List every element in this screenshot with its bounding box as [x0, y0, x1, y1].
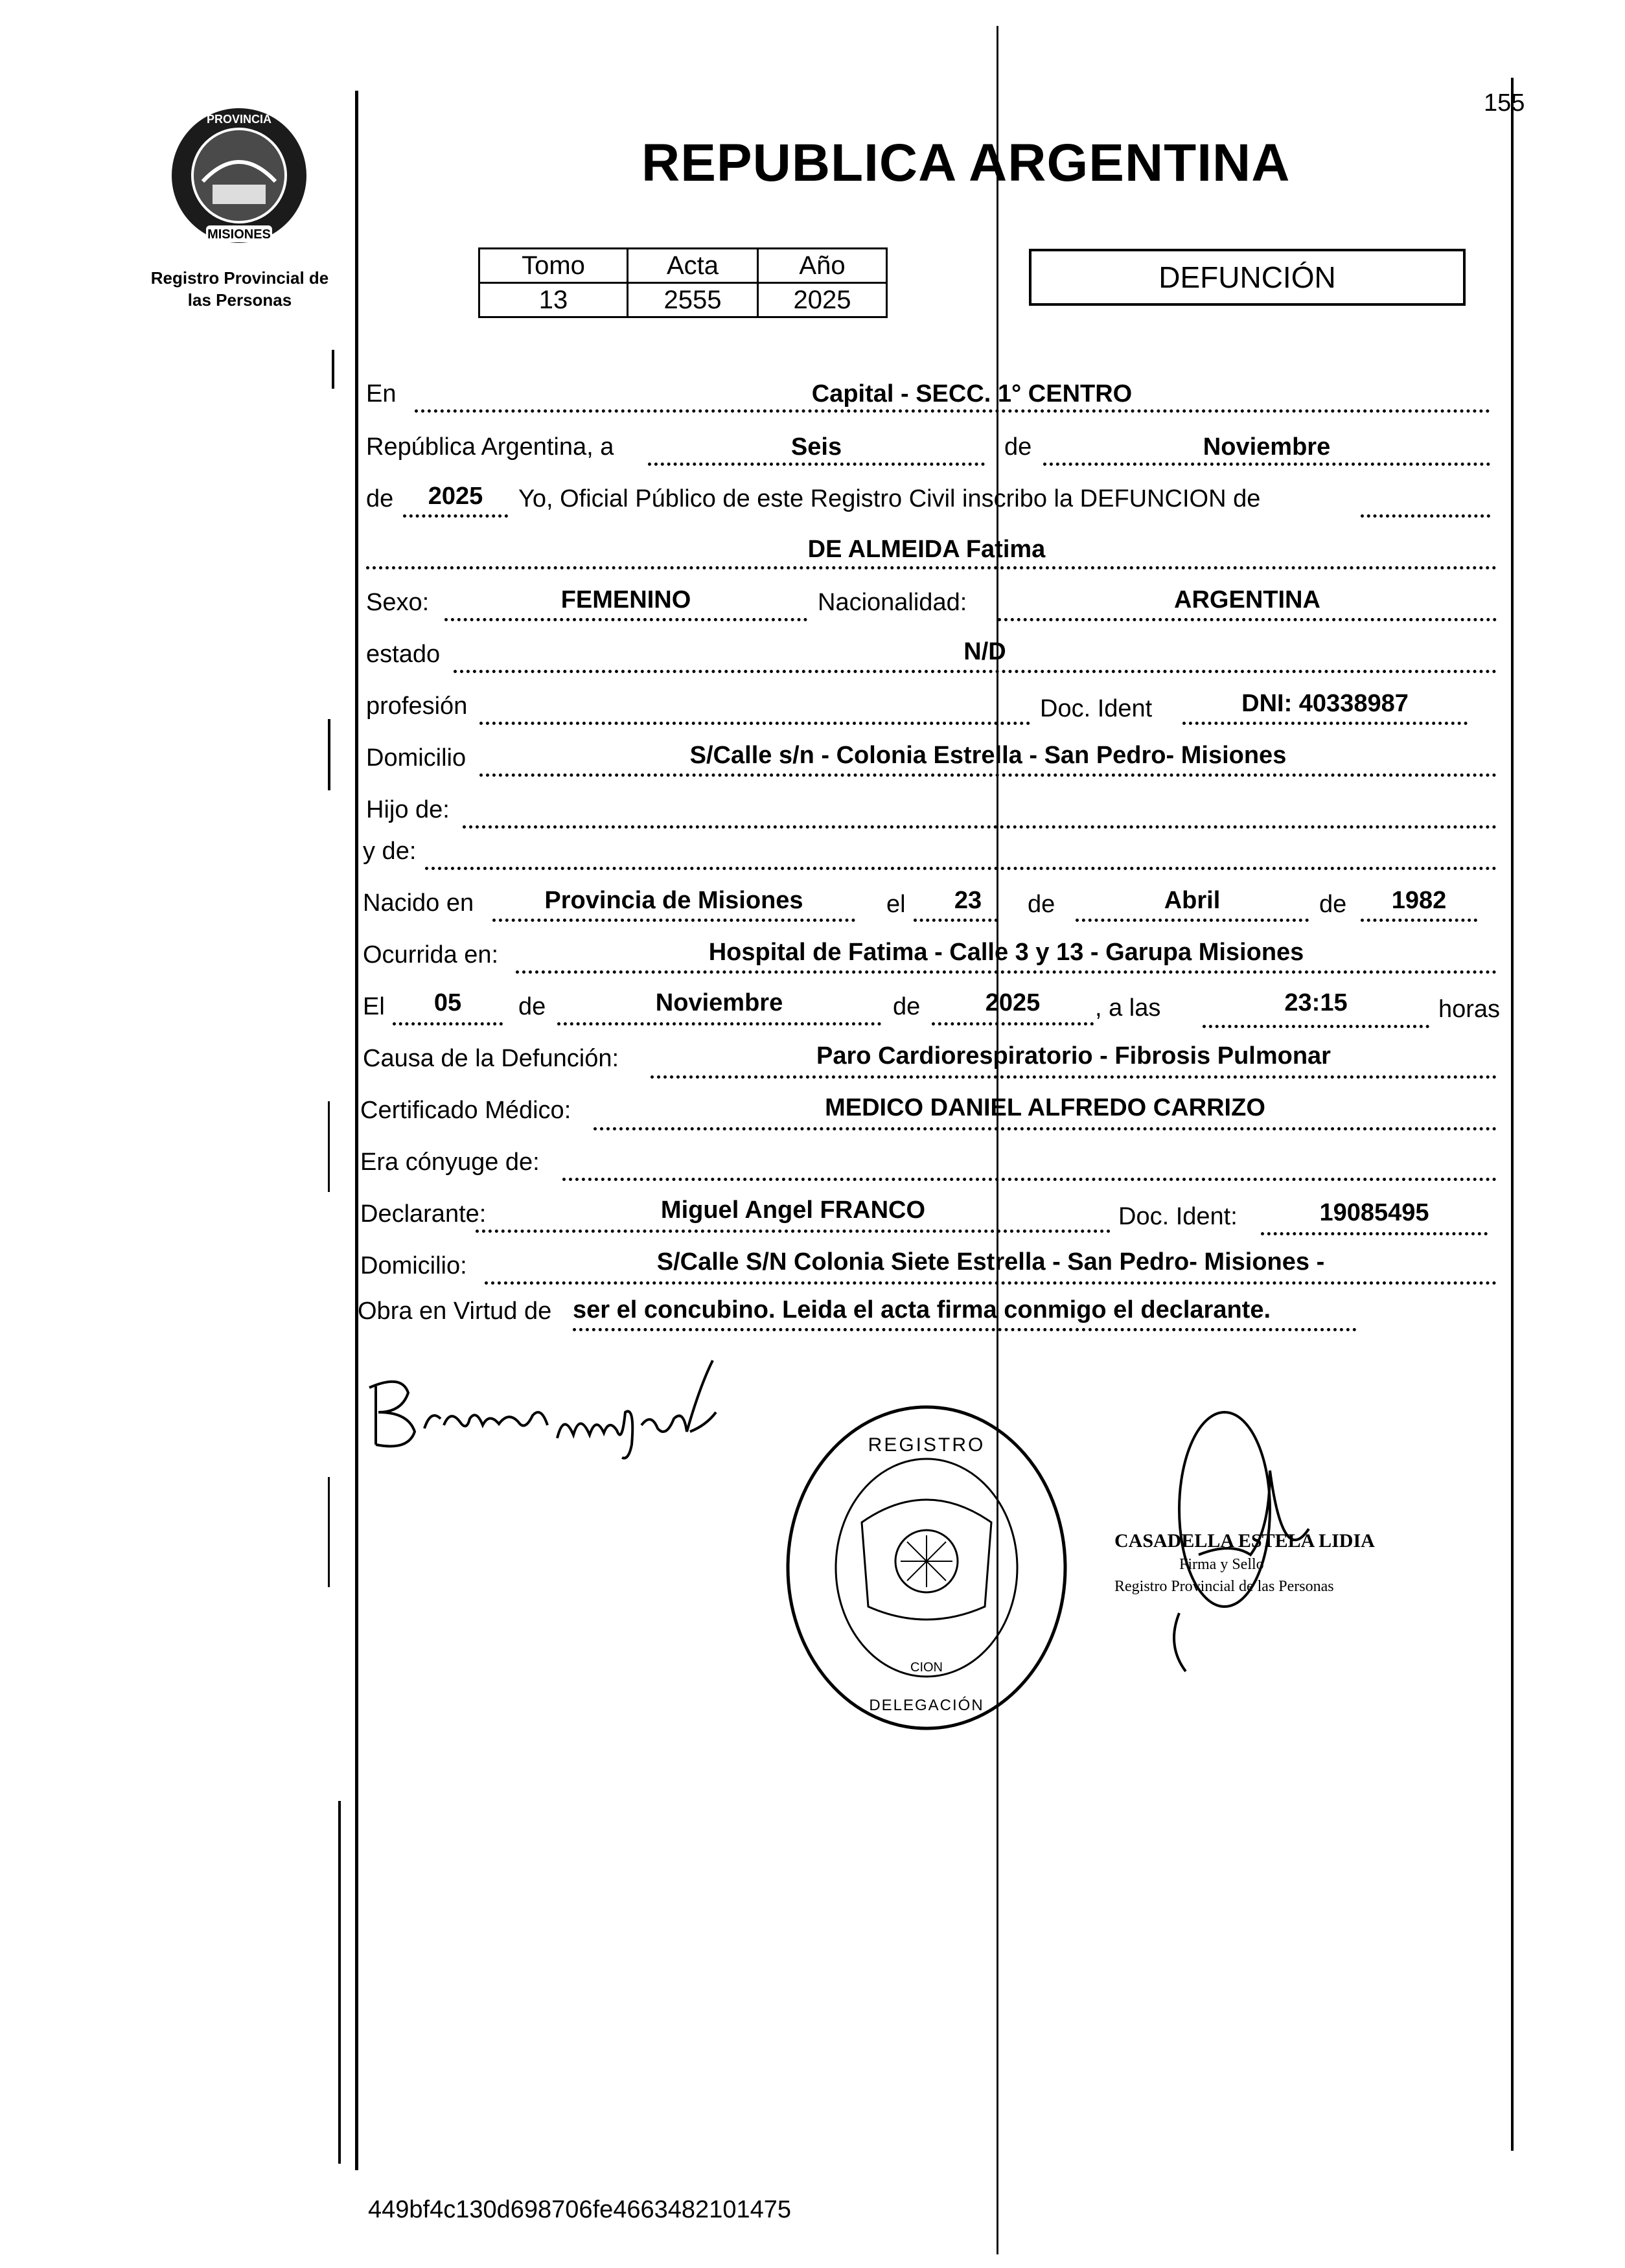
- table-value-acta: 2555: [628, 283, 758, 317]
- org-caption: [133, 267, 347, 311]
- registry-stamp: [778, 1399, 1076, 1736]
- dotted-line: [393, 1022, 503, 1025]
- table-value-tomo: 13: [479, 283, 628, 317]
- nacionalidad-value: ARGENTINA: [1174, 586, 1320, 613]
- document-hash: 449bf4c130d698706fe4663482101475: [368, 2196, 791, 2223]
- dotted-line: [403, 514, 508, 518]
- table-header-ano: Año: [758, 249, 887, 283]
- dotted-line: [573, 1328, 1357, 1331]
- dotted-line: [485, 1281, 1497, 1285]
- table-header-acta: Acta: [628, 249, 758, 283]
- side-tick: [328, 1477, 330, 1587]
- svg-text:REGISTRO: REGISTRO: [868, 1434, 985, 1456]
- left-margin-line: [355, 91, 358, 2170]
- domicilio-label: Domicilio: [366, 744, 467, 772]
- ocurrida-label: Ocurrida en:: [363, 941, 499, 968]
- inscribo-text: Yo, Oficial Público de este Registro Civil inscribo la DEFUNCION de: [518, 485, 1261, 512]
- side-tick: [328, 1101, 330, 1192]
- dotted-line: [1043, 463, 1490, 466]
- fold-line: [997, 26, 998, 2254]
- right-margin-line: [1511, 78, 1514, 2151]
- document-type-box: DEFUNCIÓN: [1029, 249, 1466, 306]
- side-tick: [328, 719, 330, 790]
- declarant-signature: [363, 1347, 778, 1464]
- de-label: de: [1004, 433, 1032, 461]
- profesion-label: profesión: [366, 693, 468, 720]
- svg-text:Registro Provincial de las Per: Registro Provincial de las Personas: [1114, 1578, 1334, 1595]
- decl-doc-label: Doc. Ident:: [1118, 1203, 1238, 1230]
- org-caption-line1: Registro Provincial de: [150, 268, 329, 288]
- dotted-line: [463, 825, 1497, 829]
- en-value: Capital - SECC. 1° CENTRO: [811, 380, 1133, 407]
- dotted-line: [444, 618, 807, 621]
- dotted-line: [425, 867, 1497, 870]
- obra-value: ser el concubino. Leida el acta firma conmigo el declarante.: [573, 1296, 1271, 1323]
- dotted-line: [366, 566, 1497, 569]
- death-day: 05: [433, 989, 462, 1016]
- record-table: [478, 247, 888, 318]
- decl-domicilio-value: S/Calle S/N Colonia Siete Estrella - San Pedro- Misiones -: [656, 1248, 1325, 1276]
- sexo-value: FEMENINO: [560, 586, 691, 613]
- dotted-line: [1361, 919, 1477, 922]
- dotted-line: [454, 670, 1497, 673]
- decl-domicilio-label: Domicilio:: [360, 1252, 467, 1279]
- dotted-line: [415, 409, 1490, 413]
- ocurrida-value: Hospital de Fatima - Calle 3 y 13 - Garupa Misiones: [708, 939, 1304, 966]
- year-prefix: de: [366, 485, 394, 512]
- dotted-line: [914, 919, 998, 922]
- causa-label: Causa de la Defunción:: [363, 1045, 619, 1072]
- svg-text:PROVINCIA: PROVINCIA: [206, 113, 272, 126]
- nacido-value: Provincia de Misiones: [544, 887, 803, 914]
- dotted-line: [1361, 514, 1490, 518]
- yde-label: y de:: [363, 838, 417, 865]
- dotted-line: [1203, 1025, 1429, 1028]
- death-month: Noviembre: [655, 989, 783, 1016]
- dotted-line: [562, 1178, 1497, 1181]
- birth-month: Abril: [1164, 887, 1221, 914]
- dotted-line: [594, 1127, 1497, 1130]
- deceased-name: DE ALMEIDA Fatima: [807, 536, 1046, 563]
- side-tick: [332, 350, 334, 389]
- dotted-line: [479, 722, 1030, 725]
- left-margin-line-lower: [338, 1801, 341, 2164]
- sexo-label: Sexo:: [366, 589, 430, 616]
- svg-text:CASADELLA ESTELA LIDIA: CASADELLA ESTELA LIDIA: [1114, 1530, 1375, 1552]
- causa-value: Paro Cardiorespiratorio - Fibrosis Pulmonar: [816, 1042, 1331, 1070]
- dotted-line: [648, 463, 985, 466]
- horas-label: horas: [1438, 996, 1501, 1023]
- death-de2: de: [893, 993, 921, 1020]
- certificado-value: MEDICO DANIEL ALFREDO CARRIZO: [825, 1094, 1265, 1121]
- birth-year: 1982: [1391, 887, 1447, 914]
- doc-ident-label: Doc. Ident: [1040, 695, 1153, 722]
- dotted-line: [479, 773, 1497, 777]
- estado-label: estado: [366, 641, 441, 668]
- death-de1: de: [518, 993, 546, 1020]
- death-time: 23:15: [1284, 989, 1348, 1016]
- hijo-label: Hijo de:: [366, 796, 450, 823]
- declarante-value: Miguel Angel FRANCO: [660, 1197, 926, 1224]
- certificado-label: Certificado Médico:: [360, 1097, 571, 1124]
- dotted-line: [998, 618, 1497, 621]
- svg-text:CION: CION: [910, 1660, 943, 1675]
- birth-de1: de: [1028, 891, 1055, 918]
- death-year: 2025: [985, 989, 1041, 1016]
- estado-value: N/D: [963, 638, 1006, 665]
- domicilio-value: S/Calle s/n - Colonia Estrella - San Pedro- Misiones: [689, 742, 1287, 769]
- month-word: Noviembre: [1203, 433, 1331, 461]
- dotted-line: [1182, 722, 1468, 725]
- year-value: 2025: [428, 483, 483, 510]
- a-las-label: , a las: [1095, 994, 1161, 1022]
- el2-label: El: [363, 993, 385, 1020]
- org-caption-line2: las Personas: [187, 290, 292, 310]
- dotted-line: [1076, 919, 1309, 922]
- dotted-line: [476, 1230, 1111, 1233]
- table-value-ano: 2025: [758, 283, 887, 317]
- declarante-label: Declarante:: [360, 1200, 487, 1228]
- dotted-line: [492, 919, 855, 922]
- province-seal-logo: [167, 104, 311, 247]
- republica-label: República Argentina, a: [366, 433, 614, 461]
- svg-text:Firma y Sello: Firma y Sello: [1179, 1556, 1264, 1573]
- svg-text:MISIONES: MISIONES: [207, 227, 271, 242]
- birth-day: 23: [954, 887, 982, 914]
- decl-doc-value: 19085495: [1319, 1199, 1429, 1226]
- obra-label: Obra en Virtud de: [358, 1298, 552, 1325]
- en-label: En: [366, 380, 397, 407]
- official-signature-block: [1101, 1399, 1464, 1736]
- dotted-line: [651, 1075, 1497, 1079]
- dotted-line: [1261, 1232, 1488, 1235]
- nacido-label: Nacido en: [363, 889, 474, 917]
- conyuge-label: Era cónyuge de:: [360, 1149, 540, 1176]
- dotted-line: [557, 1022, 881, 1025]
- doc-ident-value: DNI: 40338987: [1241, 690, 1409, 717]
- svg-text:DELEGACIÓN: DELEGACIÓN: [869, 1697, 984, 1714]
- el-label: el: [886, 891, 906, 918]
- nacionalidad-label: Nacionalidad:: [818, 589, 967, 616]
- table-header-tomo: Tomo: [479, 249, 628, 283]
- page-number: 155: [1484, 89, 1525, 117]
- dotted-line: [932, 1022, 1094, 1025]
- dotted-line: [516, 970, 1497, 974]
- birth-de2: de: [1319, 891, 1347, 918]
- page-title: REPUBLICA ARGENTINA: [641, 133, 1291, 192]
- day-word: Seis: [790, 433, 842, 461]
